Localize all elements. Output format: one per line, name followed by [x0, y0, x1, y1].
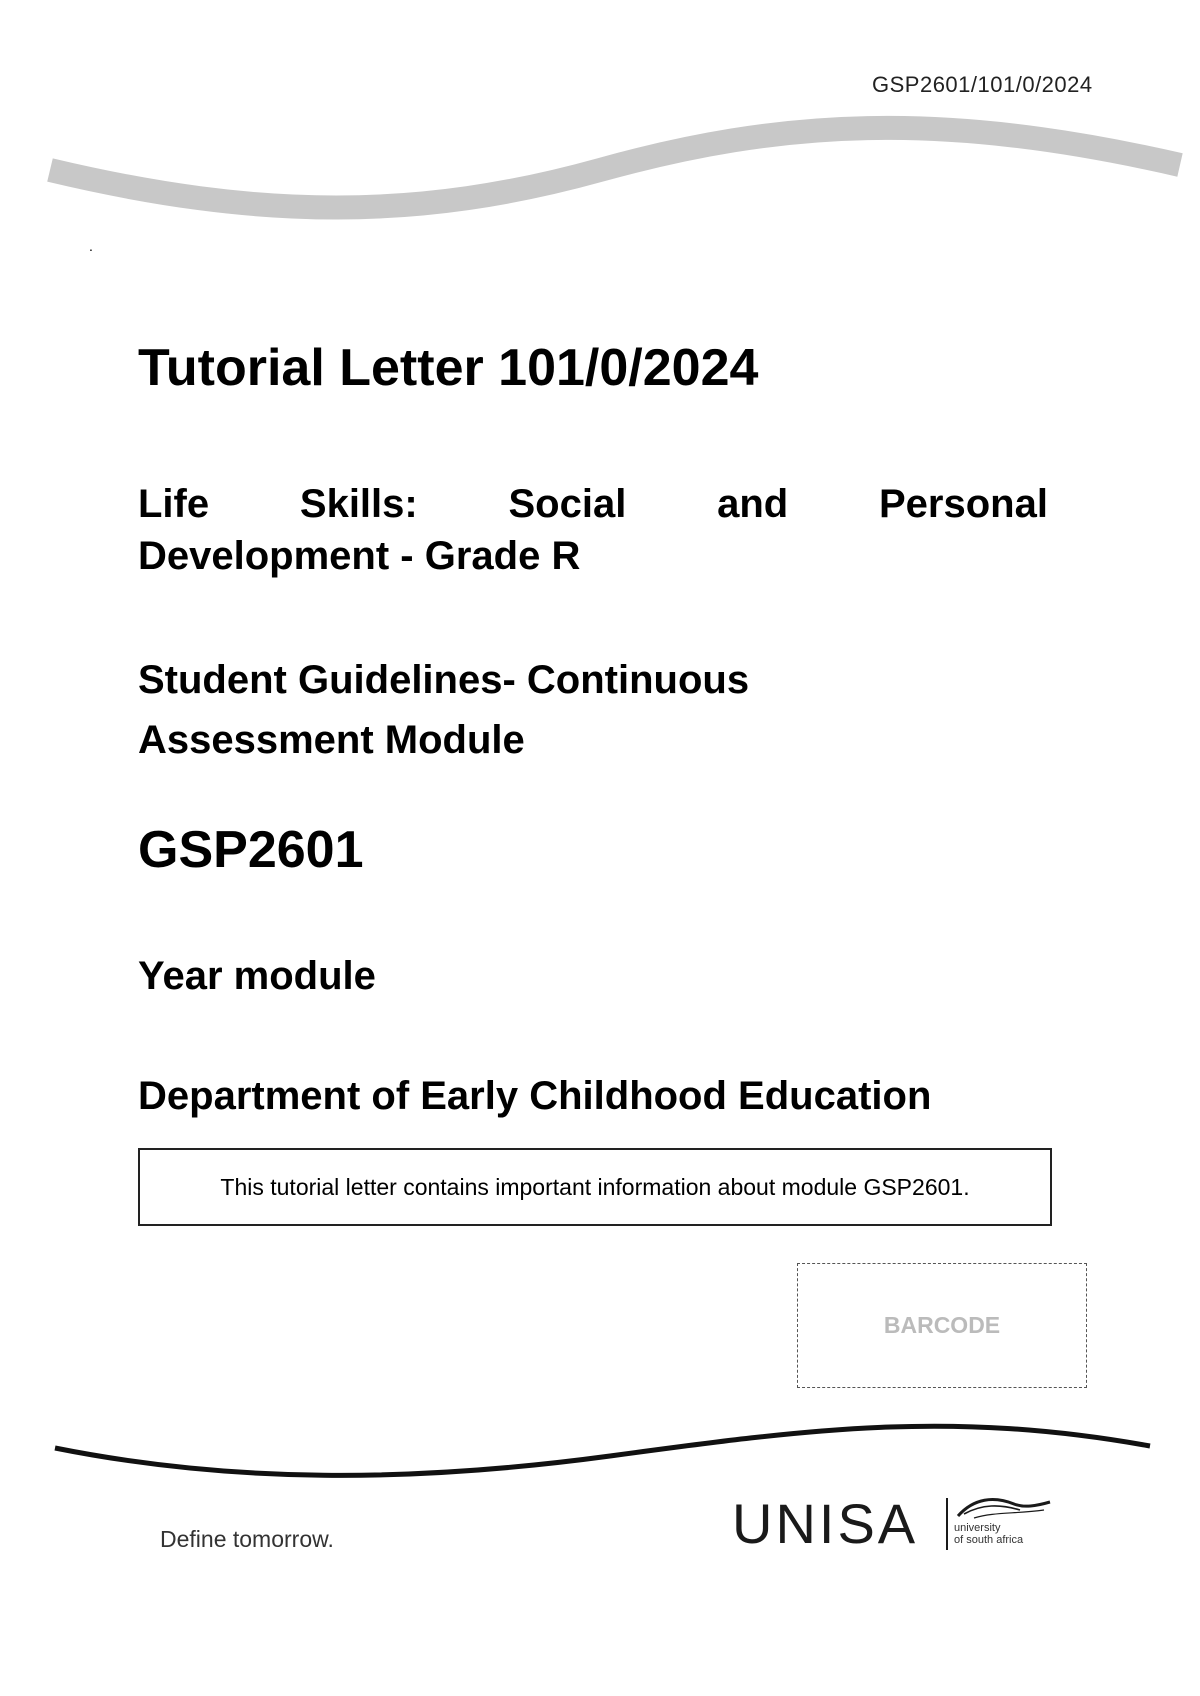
unisa-bird-icon	[954, 1494, 1054, 1522]
module-title-word: Skills:	[299, 482, 418, 526]
top-wave-decoration	[40, 110, 1190, 230]
logo-subtitle-line2: of south africa	[954, 1534, 1024, 1546]
info-box	[138, 1148, 1052, 1226]
guidelines-line2: Assessment Module	[138, 718, 525, 762]
document-reference: GSP2601/101/0/2024	[872, 72, 1093, 97]
barcode-label: BARCODE	[883, 1312, 1001, 1338]
logo-separator	[946, 1498, 948, 1550]
unisa-logo-subtitle	[954, 1522, 1023, 1546]
bottom-wave-decoration	[50, 1418, 1160, 1488]
guidelines-line1: Student Guidelines- Continuous	[138, 658, 750, 702]
module-title-word: Life	[138, 482, 210, 526]
footer-tagline: Define tomorrow.	[160, 1526, 334, 1552]
module-title-line2: Development - Grade R	[138, 534, 581, 578]
stray-mark: .	[89, 238, 93, 254]
tutorial-letter-title: Tutorial Letter 101/0/2024	[138, 339, 759, 397]
info-box-text: This tutorial letter contains important information about module GSP2601.	[220, 1173, 970, 1200]
logo-subtitle-line1: university	[954, 1522, 1001, 1534]
unisa-logo-word: UNISA	[732, 1492, 919, 1555]
module-title-word: Personal	[879, 482, 1048, 526]
unisa-logo	[732, 1494, 1052, 1554]
module-title-word: and	[717, 482, 789, 526]
module-title-word: Social	[508, 482, 627, 526]
module-title-line1	[138, 478, 1048, 530]
barcode-placeholder	[797, 1263, 1087, 1388]
module-code: GSP2601	[138, 821, 364, 879]
department-name: Department of Early Childhood Education	[138, 1074, 932, 1118]
module-title	[138, 478, 1048, 582]
guidelines-title	[138, 650, 1038, 770]
module-duration: Year module	[138, 954, 376, 998]
